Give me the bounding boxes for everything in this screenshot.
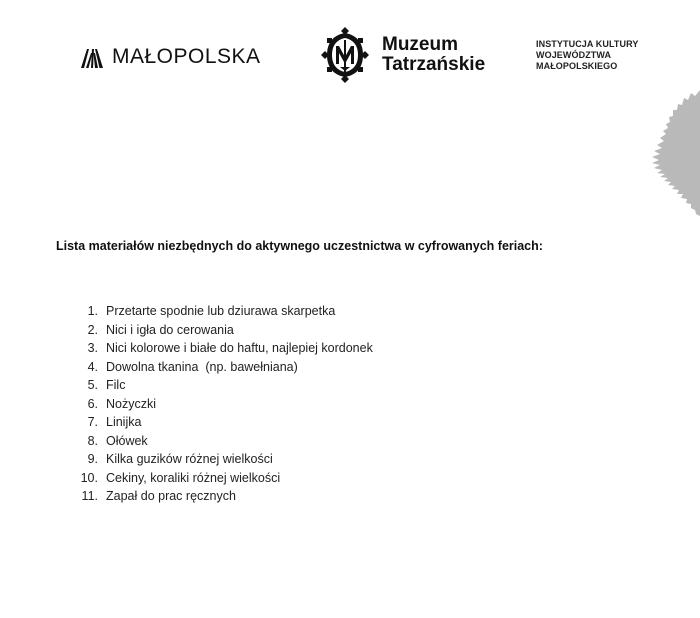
list-item (70, 358, 373, 377)
malopolska-mark-icon (80, 45, 104, 69)
list-item (70, 395, 373, 414)
list-item-number: 11. (81, 489, 98, 504)
page-title: Lista materiałów niezbędnych do aktywnego uczestnictwa w cyfrowanych feriach: (56, 239, 543, 253)
list-item-number: 10. (80, 470, 98, 485)
malopolska-logo (80, 43, 261, 71)
malopolska-logo-text: MAŁOPOLSKA (112, 45, 261, 68)
list-item-number: 5. (87, 378, 98, 393)
list-item-text: Zapał do prac ręcznych (106, 489, 236, 504)
list-item (70, 339, 373, 358)
list-item-number: 8. (87, 433, 98, 448)
list-item (70, 302, 373, 321)
institution-line3: MAŁOPOLSKIEGO (536, 61, 618, 71)
list-item-number: 4. (87, 359, 98, 374)
institution-line2: WOJEWÓDZTWA (536, 50, 612, 60)
list-item-text: Kilka guzików różnej wielkości (106, 452, 273, 467)
list-item-text: Ołówek (106, 433, 148, 448)
list-item-number: 9. (87, 452, 98, 467)
list-item-number: 6. (87, 396, 98, 411)
museum-name (382, 35, 485, 75)
list-item-number: 2. (87, 322, 98, 337)
list-item-text: Linijka (106, 415, 142, 430)
list-item-text: Przetarte spodnie lub dziurawa skarpetka (106, 304, 336, 319)
list-item-number: 1. (87, 304, 98, 319)
institution-label (536, 39, 638, 72)
list-item-number: 7. (87, 415, 98, 430)
list-item-text: Cekiny, koraliki różnej wielkości (106, 470, 281, 485)
list-item-text: Nici i igła do cerowania (106, 322, 234, 337)
list-item-number: 3. (87, 341, 98, 356)
list-item (70, 469, 373, 488)
museum-name-line1: Muzeum (382, 34, 458, 55)
museum-logo (320, 26, 485, 84)
list-item-text: Nożyczki (106, 396, 157, 411)
list-item (70, 432, 373, 451)
list-item-text: Dowolna tkanina (np. bawełniana) (106, 359, 298, 374)
list-item (70, 376, 373, 395)
institution-line1: INSTYTUCJA KULTURY (536, 39, 639, 49)
list-item-text: Nici kolorowe i białe do haftu, najlepiej kordonek (106, 341, 373, 356)
list-item (70, 450, 373, 469)
museum-emblem-icon (320, 26, 370, 84)
list-item (70, 321, 373, 340)
materials-list (70, 302, 373, 506)
museum-name-line2: Tatrzańskie (382, 54, 486, 75)
list-item (70, 413, 373, 432)
list-item (70, 487, 373, 506)
list-item-text: Filc (106, 378, 126, 393)
corner-decoration-icon (600, 88, 700, 248)
